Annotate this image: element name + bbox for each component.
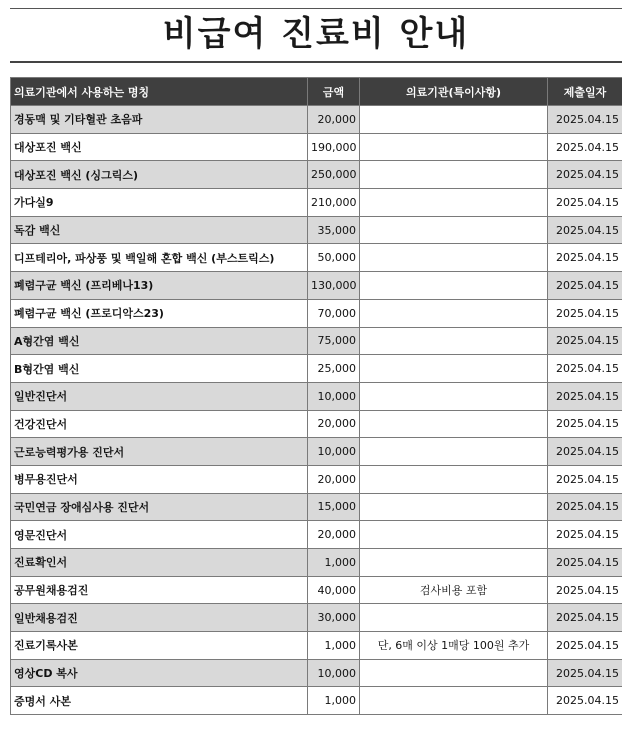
table-row — [11, 493, 622, 521]
item-amount: 50,000 — [308, 244, 360, 272]
table-row — [11, 133, 622, 161]
item-note: 검사비용 포함 — [360, 576, 548, 604]
table-row — [11, 216, 622, 244]
item-date: 2025.04.15 — [548, 133, 622, 161]
item-note — [360, 299, 548, 327]
item-note — [360, 327, 548, 355]
item-date: 2025.04.15 — [548, 244, 622, 272]
item-amount: 1,000 — [308, 632, 360, 660]
item-name: B형간염 백신 — [11, 355, 308, 383]
item-amount: 30,000 — [308, 604, 360, 632]
item-date: 2025.04.15 — [548, 216, 622, 244]
item-note — [360, 438, 548, 466]
item-note — [360, 549, 548, 577]
table-row — [11, 410, 622, 438]
item-name: 영상CD 복사 — [11, 659, 308, 687]
item-name: 가다실9 — [11, 189, 308, 217]
table-row — [11, 576, 622, 604]
table-row — [11, 327, 622, 355]
table-row — [11, 438, 622, 466]
item-amount: 25,000 — [308, 355, 360, 383]
item-name: 일반채용검진 — [11, 604, 308, 632]
item-note — [360, 189, 548, 217]
item-amount: 20,000 — [308, 410, 360, 438]
item-note — [360, 216, 548, 244]
item-date: 2025.04.15 — [548, 438, 622, 466]
table-row — [11, 604, 622, 632]
table-row — [11, 382, 622, 410]
item-amount: 70,000 — [308, 299, 360, 327]
header-date: 제출일자 — [548, 78, 622, 106]
item-date: 2025.04.15 — [548, 327, 622, 355]
item-amount: 40,000 — [308, 576, 360, 604]
item-note — [360, 161, 548, 189]
table-row — [11, 106, 622, 134]
item-name: 일반진단서 — [11, 382, 308, 410]
item-amount: 35,000 — [308, 216, 360, 244]
item-date: 2025.04.15 — [548, 687, 622, 715]
item-name: A형간염 백신 — [11, 327, 308, 355]
item-name: 영문진단서 — [11, 521, 308, 549]
table-row — [11, 161, 622, 189]
item-note — [360, 687, 548, 715]
table-row — [11, 521, 622, 549]
item-note — [360, 493, 548, 521]
item-date: 2025.04.15 — [548, 493, 622, 521]
item-name: 폐렴구균 백신 (프리베나13) — [11, 272, 308, 300]
item-date: 2025.04.15 — [548, 410, 622, 438]
item-amount: 20,000 — [308, 106, 360, 134]
item-name: 국민연금 장애심사용 진단서 — [11, 493, 308, 521]
item-amount: 10,000 — [308, 382, 360, 410]
item-name: 진료기록사본 — [11, 632, 308, 660]
item-name: 경동맥 및 기타혈관 초음파 — [11, 106, 308, 134]
item-note — [360, 355, 548, 383]
item-amount: 1,000 — [308, 687, 360, 715]
item-note — [360, 272, 548, 300]
fee-table — [10, 77, 622, 715]
item-amount: 210,000 — [308, 189, 360, 217]
page-title: 비급여 진료비 안내 — [162, 14, 470, 54]
item-note — [360, 521, 548, 549]
item-date: 2025.04.15 — [548, 659, 622, 687]
item-date: 2025.04.15 — [548, 521, 622, 549]
table-row — [11, 465, 622, 493]
item-amount: 20,000 — [308, 465, 360, 493]
item-name: 증명서 사본 — [11, 687, 308, 715]
table-row — [11, 632, 622, 660]
item-note — [360, 604, 548, 632]
header-name: 의료기관에서 사용하는 명칭 — [11, 78, 308, 106]
item-note — [360, 133, 548, 161]
item-date: 2025.04.15 — [548, 189, 622, 217]
item-name: 독감 백신 — [11, 216, 308, 244]
header-amount: 금액 — [308, 78, 360, 106]
item-note: 단, 6매 이상 1매당 100원 추가 — [360, 632, 548, 660]
table-row — [11, 549, 622, 577]
table-body — [11, 106, 622, 715]
item-date: 2025.04.15 — [548, 106, 622, 134]
table-row — [11, 299, 622, 327]
item-amount: 190,000 — [308, 133, 360, 161]
item-note — [360, 106, 548, 134]
item-name: 대상포진 백신 — [11, 133, 308, 161]
item-name: 공무원채용검진 — [11, 576, 308, 604]
item-name: 건강진단서 — [11, 410, 308, 438]
item-note — [360, 244, 548, 272]
item-note — [360, 382, 548, 410]
item-note — [360, 465, 548, 493]
item-name: 대상포진 백신 (싱그릭스) — [11, 161, 308, 189]
item-name: 근로능력평가용 진단서 — [11, 438, 308, 466]
table-row — [11, 687, 622, 715]
item-date: 2025.04.15 — [548, 604, 622, 632]
item-amount: 1,000 — [308, 549, 360, 577]
header-note: 의료기관(특이사항) — [360, 78, 548, 106]
item-amount: 10,000 — [308, 659, 360, 687]
item-date: 2025.04.15 — [548, 465, 622, 493]
table-row — [11, 244, 622, 272]
table-header-row — [11, 78, 622, 106]
item-date: 2025.04.15 — [548, 549, 622, 577]
table-row — [11, 272, 622, 300]
title-banner — [10, 8, 622, 63]
item-note — [360, 659, 548, 687]
item-date: 2025.04.15 — [548, 299, 622, 327]
item-amount: 130,000 — [308, 272, 360, 300]
item-date: 2025.04.15 — [548, 355, 622, 383]
table-row — [11, 355, 622, 383]
item-amount: 15,000 — [308, 493, 360, 521]
item-date: 2025.04.15 — [548, 161, 622, 189]
item-date: 2025.04.15 — [548, 632, 622, 660]
table-row — [11, 189, 622, 217]
item-name: 디프테리아, 파상풍 및 백일해 혼합 백신 (부스트릭스) — [11, 244, 308, 272]
item-date: 2025.04.15 — [548, 382, 622, 410]
item-name: 진료확인서 — [11, 549, 308, 577]
item-date: 2025.04.15 — [548, 576, 622, 604]
item-amount: 10,000 — [308, 438, 360, 466]
item-amount: 250,000 — [308, 161, 360, 189]
item-amount: 20,000 — [308, 521, 360, 549]
item-name: 폐렴구균 백신 (프로디악스23) — [11, 299, 308, 327]
item-name: 병무용진단서 — [11, 465, 308, 493]
item-note — [360, 410, 548, 438]
item-amount: 75,000 — [308, 327, 360, 355]
item-date: 2025.04.15 — [548, 272, 622, 300]
table-row — [11, 659, 622, 687]
